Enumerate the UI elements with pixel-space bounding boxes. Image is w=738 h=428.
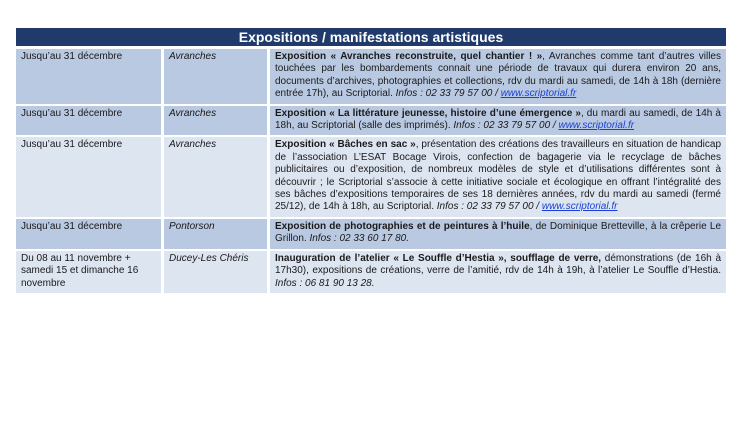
event-text: , de Dominique Bretteville, à la crêperie Le Grillon. [275, 220, 722, 245]
event-description [270, 137, 726, 216]
event-date: Du 08 au 11 novembre + samedi 15 et dimanche 16 novembre [16, 251, 164, 293]
event-place: Avranches [164, 49, 270, 104]
event-link[interactable]: www.scriptorial.fr [558, 120, 635, 132]
section-title: Expositions / manifestations artistiques [16, 28, 726, 46]
events-table [16, 47, 726, 295]
event-text: , du mardi au samedi, de 14h à 18h, au Scriptorial (salle des imprimés). [275, 107, 721, 132]
event-info: Infos : 02 33 79 57 00 / [436, 201, 542, 213]
table-row [16, 106, 726, 136]
event-info: Infos : 02 33 60 17 80. [309, 233, 409, 245]
event-info: Infos : 02 33 79 57 00 / [453, 120, 559, 132]
event-date: Jusqu’au 31 décembre [16, 49, 164, 104]
event-date: Jusqu’au 31 décembre [16, 137, 164, 216]
event-text: , Avranches comme tant d’autres villes touchées par les bombardements connait une période de travaux qui durera environ 20 ans, documents d’archives, photographies et collections, rdv du mardi au samedi, de 14h à 18h (dernière entrée 17h), au Scriptorial. [275, 51, 721, 100]
event-link[interactable]: www.scriptorial.fr [500, 88, 577, 100]
event-description [270, 251, 726, 293]
event-title: Exposition de photographies et de peintures à l’huile [275, 220, 530, 232]
event-info: Infos : 06 81 90 13 28. [275, 277, 375, 289]
event-text: , présentation des créations des travailleurs en situation de handicap de l’association L’ESAT Bocage Virois, confection de bagagerie via le recyclage de bâches publicitaires ou d’exposition, de nombreux modèles de style et d’utilisations différentes sont à découvrir ; le Scriptorial s’associe à cette initiative sociale et écologique en offrant l’intégralité des ses bâches d’expositions temporaires de ses 18 dernières années, rdv du mardi au samedi (fermé 25/12), de 14h à 18h, au Scriptorial. [275, 139, 722, 213]
table-row [16, 251, 726, 293]
event-date: Jusqu’au 31 décembre [16, 106, 164, 136]
event-place: Ducey-Les Chéris [164, 251, 270, 293]
event-place: Pontorson [164, 219, 270, 249]
event-link[interactable]: www.scriptorial.fr [541, 201, 618, 213]
event-title: Exposition « Bâches en sac » [275, 139, 416, 151]
table-row [16, 137, 726, 216]
event-place: Avranches [164, 137, 270, 216]
table-row [16, 219, 726, 249]
table-row [16, 49, 726, 104]
event-title: Exposition « La littérature jeunesse, histoire d’une émergence » [275, 107, 581, 119]
event-description [270, 106, 726, 136]
event-info: Infos : 02 33 79 57 00 / [395, 88, 501, 100]
event-date: Jusqu’au 31 décembre [16, 219, 164, 249]
events-section [16, 28, 726, 295]
event-title: Inauguration de l’atelier « Le Souffle d’Hestia », soufflage de verre, [275, 252, 602, 264]
event-description [270, 219, 726, 249]
event-text: démonstrations (de 16h à 17h30), expositions de créations, verre de l’amitié, rdv de 14h à 19h, à l’atelier Le Souffle d’Hestia. [275, 252, 722, 277]
event-title: Exposition « Avranches reconstruite, quel chantier ! » [275, 51, 543, 62]
event-description [270, 49, 726, 104]
event-place: Avranches [164, 106, 270, 136]
